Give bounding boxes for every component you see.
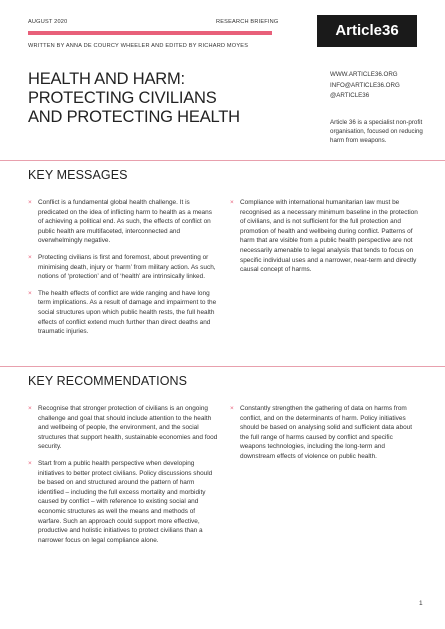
key-messages-left-column <box>28 198 218 344</box>
key-recommendations-right-column <box>230 404 420 469</box>
authors-line: WRITTEN BY ANNA DE COURCY WHEELER AND EDITED BY RICHARD MOYES <box>28 43 249 49</box>
key-messages-heading: KEY MESSAGES <box>28 168 128 182</box>
list-item: × Constantly strengthen the gathering of data on harms from conflict, and on the determinants of harm. Policy initiatives should be based on analysing solid and sufficient data about the full range of harms caused by conflict and specific weapons technologies, including the long-term and downstream effects of violence on public health. <box>230 405 413 460</box>
list-item: × The health effects of conflict are wide ranging and have long term implications. As a result of damage and impairment to the social structures upon which public health rests, the full health effects of conflict extend much further than direct deaths and traumatic injuries. <box>28 289 217 336</box>
key-recommendations-heading: KEY RECOMMENDATIONS <box>28 374 188 388</box>
title-line: PROTECTING CIVILIANS <box>28 89 217 107</box>
key-recommendations-left-column <box>28 404 218 552</box>
list-item: × Compliance with international humanitarian law must be recognised as a necessary minimum baseline in the protection of civilians, and is not sufficient for the full protection and promotion of health and wellbeing during conflict. Patterns of harm that are visible from a public health perspective are not necessarily amenable to legal analysis that tends to focus on specific individual uses and a narrower, near-term and directly causal concept of harms. <box>230 199 418 274</box>
twitter-handle[interactable]: @ARTICLE36 <box>330 92 370 99</box>
x-bullet-icon: × <box>230 405 234 412</box>
title-line: HEALTH AND HARM: <box>28 70 185 88</box>
header-accent-bar <box>28 31 272 35</box>
page-title <box>28 70 268 127</box>
title-line: AND PROTECTING HEALTH <box>28 108 240 126</box>
list-item: × Protecting civilians is first and foremost, about preventing or minimising death, injury or ‘harm’ from military action. As such, notions of ‘protection’ and of ‘health’ are intrinsically linked. <box>28 253 216 281</box>
section-divider <box>0 160 445 161</box>
section-divider <box>0 366 445 367</box>
x-bullet-icon: × <box>28 289 32 297</box>
x-bullet-icon: × <box>28 459 32 467</box>
list-item: × Start from a public health perspective when developing initiatives to better protect civilians. Policy discussions should be based on and structured around the pattern of harm identified – including the full excess mortality and morbidity caused by conflict – with reference to existing social and economic structures as well the means and methods of warfare. Such an approach could support more effective, productive and holistic initiatives to protect civilians than a narrower focus on legal compliance alone. <box>28 459 213 544</box>
article36-logo: Article36 <box>317 15 417 47</box>
page-number: 1 <box>419 600 423 607</box>
contact-block <box>330 70 400 102</box>
list-item: × Conflict is a fundamental global health challenge. It is predicated on the idea of inflicting harm to health as a means of achieving a political end. As such, the effects of conflict on public health are multifaceted, interconnected and overwhelmingly negative. <box>28 199 212 245</box>
list-item: × Recognise that stronger protection of civilians is an ongoing challenge and goal that should include attention to the health and wellbeing of people, the environment, and the social structures that support health, sustainable economies and food security. <box>28 405 218 451</box>
x-bullet-icon: × <box>230 199 234 206</box>
briefing-type: RESEARCH BRIEFING <box>216 19 279 25</box>
x-bullet-icon: × <box>28 199 32 206</box>
key-messages-right-column <box>230 198 420 282</box>
x-bullet-icon: × <box>28 405 32 412</box>
website-link[interactable]: WWW.ARTICLE36.ORG <box>330 71 398 78</box>
briefing-date: AUGUST 2020 <box>28 19 68 25</box>
x-bullet-icon: × <box>28 253 32 261</box>
org-description: Article 36 is a specialist non-profit organisation, focused on reducing harm from weapons. <box>330 119 423 144</box>
email-link[interactable]: INFO@ARTICLE36.ORG <box>330 81 400 89</box>
